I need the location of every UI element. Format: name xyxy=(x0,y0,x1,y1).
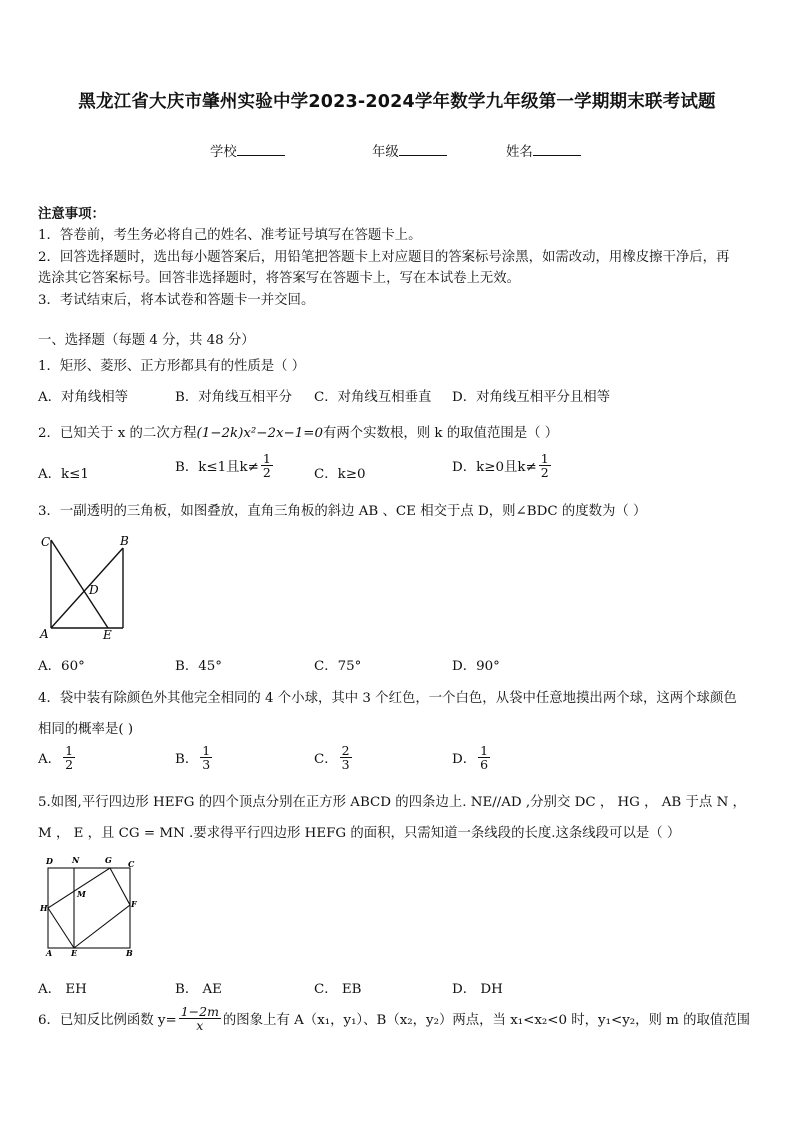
fraction-numerator: 1−2m xyxy=(180,1004,219,1019)
q2-equation: (1−2k)x²−2x−1=0 xyxy=(196,426,324,441)
fraction-numerator: 1 xyxy=(202,743,211,758)
notice-item: 2．回答选择题时，选出每小题答案后，用铅笔把答题卡上对应题目的答案标号涂黑，如需改动，用橡皮擦干净后，再 xyxy=(38,250,730,265)
q3-option-d[interactable]: D．90° xyxy=(452,659,500,674)
name-blank xyxy=(533,143,581,156)
option-label: D． xyxy=(452,752,477,768)
fraction-numerator: 1 xyxy=(540,451,549,466)
grade-blank xyxy=(399,143,447,156)
q3-option-a[interactable]: A．60° xyxy=(38,659,85,674)
q2-stem xyxy=(38,422,558,441)
fraction-denominator: 3 xyxy=(202,757,211,773)
fraction-numerator: 1 xyxy=(65,743,74,758)
label-b: B xyxy=(120,534,129,548)
q2-stem-post: 有两个实数根，则 k 的取值范围是（ ） xyxy=(323,426,559,441)
notice-item: 选涂其它答案标号。回答非选择题时，将答案写在答题卡上，写在本试卷上无效。 xyxy=(38,271,521,286)
section-heading: 一、选择题（每题 4 分，共 48 分） xyxy=(38,333,255,348)
q6-stem xyxy=(38,1005,750,1032)
fraction xyxy=(539,452,551,479)
fraction xyxy=(261,452,273,479)
q2-option-d[interactable] xyxy=(452,452,553,479)
fraction-denominator: 2 xyxy=(65,757,74,773)
q4-stem-line1: 4．袋中装有除颜色外其他完全相同的 4 个小球，其中 3 个红色，一个白色，从袋中任意地摸出两个球，这两个球颜色 xyxy=(38,691,737,706)
name-label: 姓名 xyxy=(506,145,533,160)
label-f: F xyxy=(131,899,137,909)
q5-option-c[interactable]: C． EB xyxy=(314,982,362,997)
label-a: A xyxy=(40,627,49,641)
notice-item: 1．答卷前，考生务必将自己的姓名、准考证号填写在答题卡上。 xyxy=(38,228,422,243)
q2-option-d-text: D．k≥0且k≠ xyxy=(452,460,537,476)
q4-option-d[interactable] xyxy=(452,744,492,771)
q2-option-b-text: B．k≤1且k≠ xyxy=(175,460,259,476)
q1-stem: 1．矩形、菱形、正方形都具有的性质是（ ） xyxy=(38,359,306,374)
q2-option-a[interactable]: A．k≤1 xyxy=(38,467,89,482)
grade-label: 年级 xyxy=(372,145,399,160)
label-c: C xyxy=(41,535,51,549)
fraction xyxy=(200,744,212,771)
fraction-denominator: 3 xyxy=(341,757,350,773)
q4-option-b[interactable] xyxy=(175,744,214,771)
q4-option-a[interactable] xyxy=(38,744,77,771)
fraction xyxy=(63,744,75,771)
fraction xyxy=(340,744,352,771)
q1-option-a[interactable]: A．对角线相等 xyxy=(38,390,129,405)
fraction-denominator: 2 xyxy=(262,465,271,481)
label-m: M xyxy=(77,889,86,899)
school-label: 学校 xyxy=(210,145,237,160)
school-blank xyxy=(237,143,285,156)
q6-stem-post: 的图象上有 A（x₁，y₁）、B（x₂，y₂）两点，当 x₁<x₂<0 时，y₁<y₂，则 m 的取值范围 xyxy=(222,1013,751,1029)
q5-option-b[interactable]: B． AE xyxy=(175,982,222,997)
label-d: D xyxy=(46,856,53,866)
q4-option-c[interactable] xyxy=(314,744,354,771)
fraction-denominator: x xyxy=(196,1018,204,1034)
q6-stem-pre: 6．已知反比例函数 y= xyxy=(38,1013,177,1029)
q2-stem-pre: 2．已知关于 x 的二次方程 xyxy=(38,426,197,441)
label-h: H xyxy=(40,903,48,913)
q5-option-a[interactable]: A． EH xyxy=(38,982,87,997)
q2-option-b[interactable] xyxy=(175,452,275,479)
label-e: E xyxy=(103,628,112,642)
q5-stem-line2: M ， E ，且 CG = MN .要求得平行四边形 HEFG 的面积，只需知道一条线段的长度.这条线段可以是（ ） xyxy=(38,826,681,841)
q4-stem-line2: 相同的概率是( ) xyxy=(38,722,134,737)
exam-title: 黑龙江省大庆市肇州实验中学2023-2024学年数学九年级第一学期期末联考试题 xyxy=(78,92,716,112)
fraction-denominator: 2 xyxy=(540,465,549,481)
label-n: N xyxy=(72,855,80,865)
fraction-denominator: 6 xyxy=(480,757,489,773)
fraction xyxy=(478,744,490,771)
grade-field[interactable] xyxy=(372,141,447,160)
notice-heading: 注意事项： xyxy=(38,206,105,222)
fraction-numerator: 2 xyxy=(341,743,350,758)
q5-option-d[interactable]: D． DH xyxy=(452,982,503,997)
q5-stem-line1: 5.如图,平行四边形 HEFG 的四个顶点分别在正方形 ABCD 的四条边上. NE//AD ,分别交 DC ， HG ， AB 于点 N ， xyxy=(38,795,746,810)
q3-option-c[interactable]: C．75° xyxy=(314,659,362,674)
q1-option-c[interactable]: C．对角线互相垂直 xyxy=(314,390,432,405)
q1-option-d[interactable]: D．对角线互相平分且相等 xyxy=(452,390,611,405)
label-e: E xyxy=(71,948,78,958)
fraction xyxy=(179,1005,221,1032)
fraction-numerator: 1 xyxy=(262,451,271,466)
q2-option-c[interactable]: C．k≥0 xyxy=(314,467,366,482)
label-b: B xyxy=(126,948,133,958)
label-d: D xyxy=(89,583,99,597)
label-c: C xyxy=(128,859,135,869)
school-field[interactable] xyxy=(210,141,285,160)
option-label: C． xyxy=(314,752,338,768)
q1-option-b[interactable]: B．对角线互相平分 xyxy=(175,390,292,405)
q3-option-b[interactable]: B．45° xyxy=(175,659,222,674)
label-g: G xyxy=(105,855,112,865)
q3-triangle-figure xyxy=(36,530,136,645)
fraction-numerator: 1 xyxy=(480,743,489,758)
name-field[interactable] xyxy=(506,141,581,160)
option-label: A． xyxy=(38,752,62,768)
notice-item: 3．考试结束后，将本试卷和答题卡一并交回。 xyxy=(38,293,315,308)
option-label: B． xyxy=(175,752,199,768)
label-a: A xyxy=(46,948,53,958)
q3-stem: 3．一副透明的三角板，如图叠放，直角三角板的斜边 AB 、CE 相交于点 D，则∠BDC 的度数为（ ） xyxy=(38,504,647,519)
q5-square-figure xyxy=(38,852,153,962)
